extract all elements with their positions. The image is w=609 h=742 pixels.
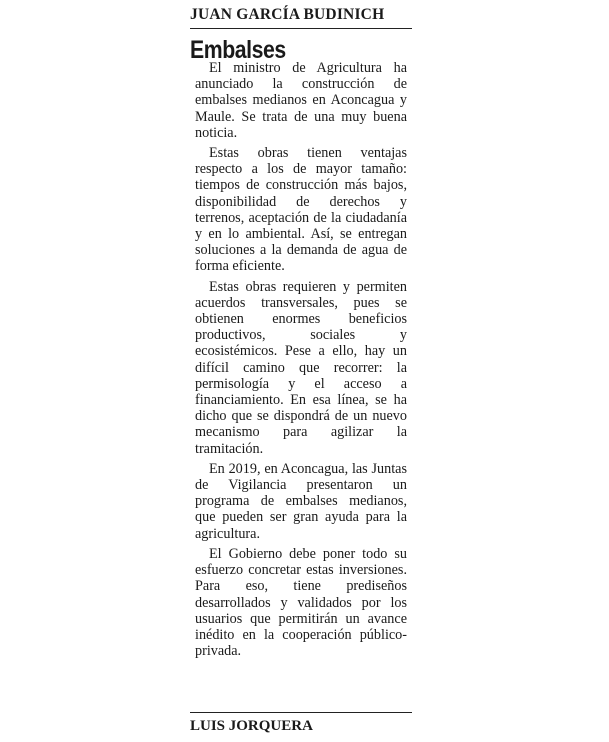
paragraph: El ministro de Agricultura ha anunciado la construcción de embalses medianos en Aconcagua y Maule. Se trata de una muy buena noticia. (195, 60, 407, 141)
bottom-divider (190, 712, 412, 713)
author-name: JUAN GARCÍA BUDINICH (190, 6, 385, 23)
article-body (195, 60, 407, 659)
newspaper-clipping (190, 0, 412, 742)
paragraph: Estas obras tienen ventajas respecto a los de mayor tamaño: tiempos de construcción más bajos, disponibilidad de derechos y terrenos, aceptación de la ciudadanía y en lo ambiental. Así, se entregan soluciones a la demanda de agua de forma eficiente. (195, 145, 407, 275)
next-author-name: LUIS JORQUERA (190, 718, 313, 734)
paragraph: En 2019, en Aconcagua, las Juntas de Vigilancia presentaron un programa de embalses medianos, que pueden ser gran ayuda para la agricultura. (195, 460, 407, 542)
top-divider (190, 28, 412, 29)
article-title: Embalses (190, 36, 286, 64)
paragraph: El Gobierno debe poner todo su esfuerzo concretar estas inversiones. Para eso, tiene prediseños desarrollados y validados por los usuarios que permitirán un avance inédito en la cooperación público-privada. (195, 545, 407, 660)
paragraph: Estas obras requieren y permiten acuerdos transversales, pues se obtienen enormes beneficios productivos, sociales y ecosistémicos. Pese a ello, hay un difícil camino que recorrer: la permisología y el acceso a financiamiento. En esa línea, se ha dicho que se dispondrá de un nuevo mecanismo para agilizar la tramitación. (195, 278, 407, 457)
